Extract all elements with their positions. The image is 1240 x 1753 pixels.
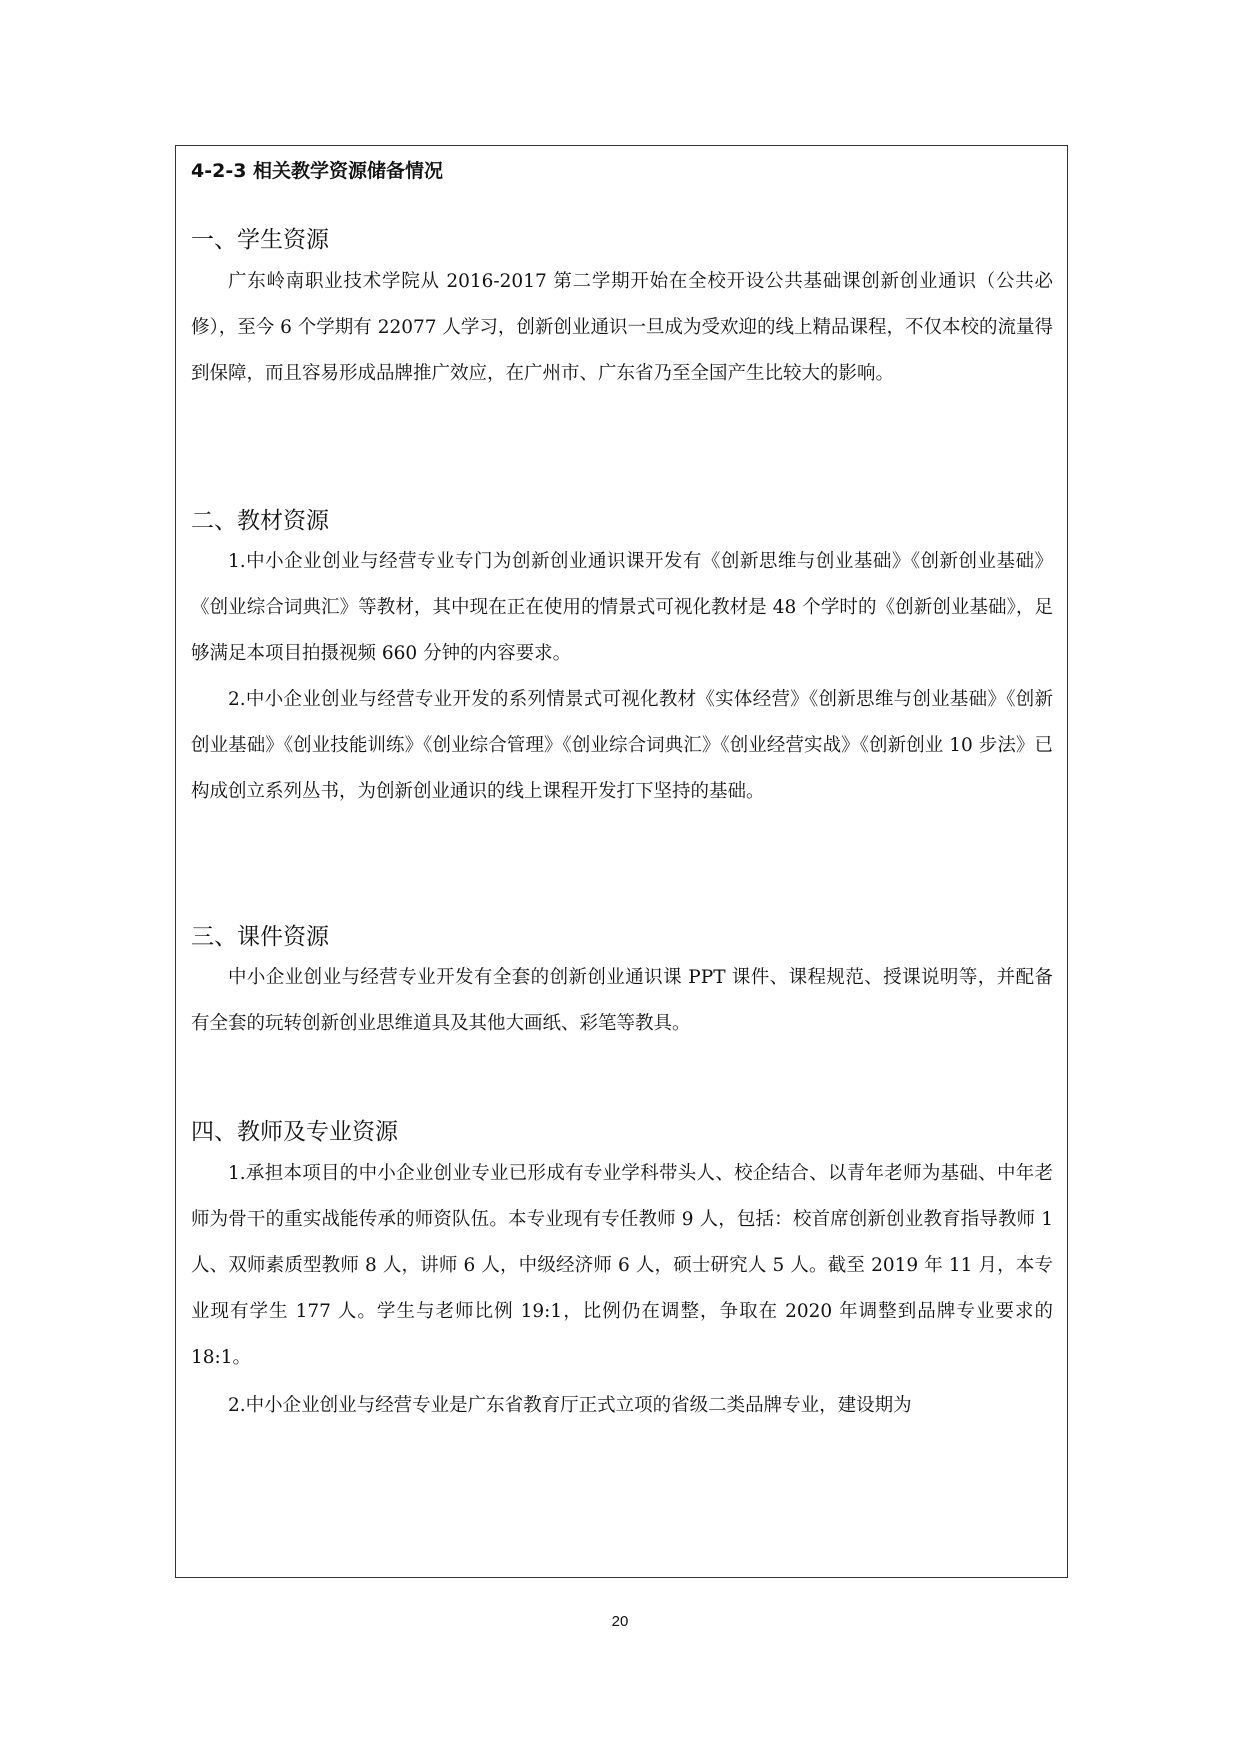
- paragraph-teacher-2: 2.中小企业创业与经营专业是广东省教育厅正式立项的省级二类品牌专业，建设期为: [228, 1395, 912, 1416]
- content-frame: [175, 145, 1068, 1578]
- paragraph-courseware: 中小企业创业与经营专业开发有全套的创新创业通识课 PPT 课件、课程规范、授课说明等，并配备有全套的玩转创新创业思维道具及其他大画纸、彩笔等教具。: [191, 967, 1053, 1034]
- section-heading: 4-2-3 相关教学资源储备情况: [191, 160, 444, 182]
- paragraph-textbook-1: 1.中小企业创业与经营专业专门为创新创业通识课开发有《创新思维与创业基础》《创新创业基础》《创业综合词典汇》等教材，其中现在正在使用的情景式可视化教材是 48 个学时的《创新创业基础》，足够满足本项目拍摄视频 660 分钟的内容要求。: [191, 551, 1053, 664]
- paragraph-textbook-2: 2.中小企业创业与经营专业开发的系列情景式可视化教材《实体经营》《创新思维与创业基础》《创新创业基础》《创业技能训练》《创业综合管理》《创业综合词典汇》《创业经营实战》《创新创业 10 步法》已构成创立系列丛书，为创新创业通识的线上课程开发打下坚持的基础。: [191, 689, 1053, 802]
- section-title-teacher: 四、教师及专业资源: [191, 1119, 398, 1145]
- paragraph-student: 广东岭南职业技术学院从 2016-2017 第二学期开始在全校开设公共基础课创新创业通识（公共必修），至今 6 个学期有 22077 人学习，创新创业通识一旦成为受欢迎的线上精品课程，不仅本校的流量得到保障，而且容易形成品牌推广效应，在广州市、广东省乃至全国产生比较大的影响。: [191, 271, 1053, 384]
- section-title-courseware: 三、课件资源: [191, 924, 329, 950]
- page-number: 20: [611, 1613, 629, 1630]
- paragraph-teacher-1: 1.承担本项目的中小企业创业专业已形成有专业学科带头人、校企结合、以青年老师为基础、中年老师为骨干的重实战能传承的师资队伍。本专业现有专任教师 9 人，包括：校首席创新创业教育指导教师 1 人、双师素质型教师 8 人，讲师 6 人，中级经济师 6 人，硕士研究人 5 人。截至 2019 年 11 月，本专业现有学生 177 人。学生与老师比例 19:1，比例仍在调整，争取在 2020 年调整到品牌专业要求的 18:1。: [191, 1163, 1053, 1368]
- section-title-student: 一、学生资源: [191, 227, 329, 253]
- section-title-textbook: 二、教材资源: [191, 508, 329, 534]
